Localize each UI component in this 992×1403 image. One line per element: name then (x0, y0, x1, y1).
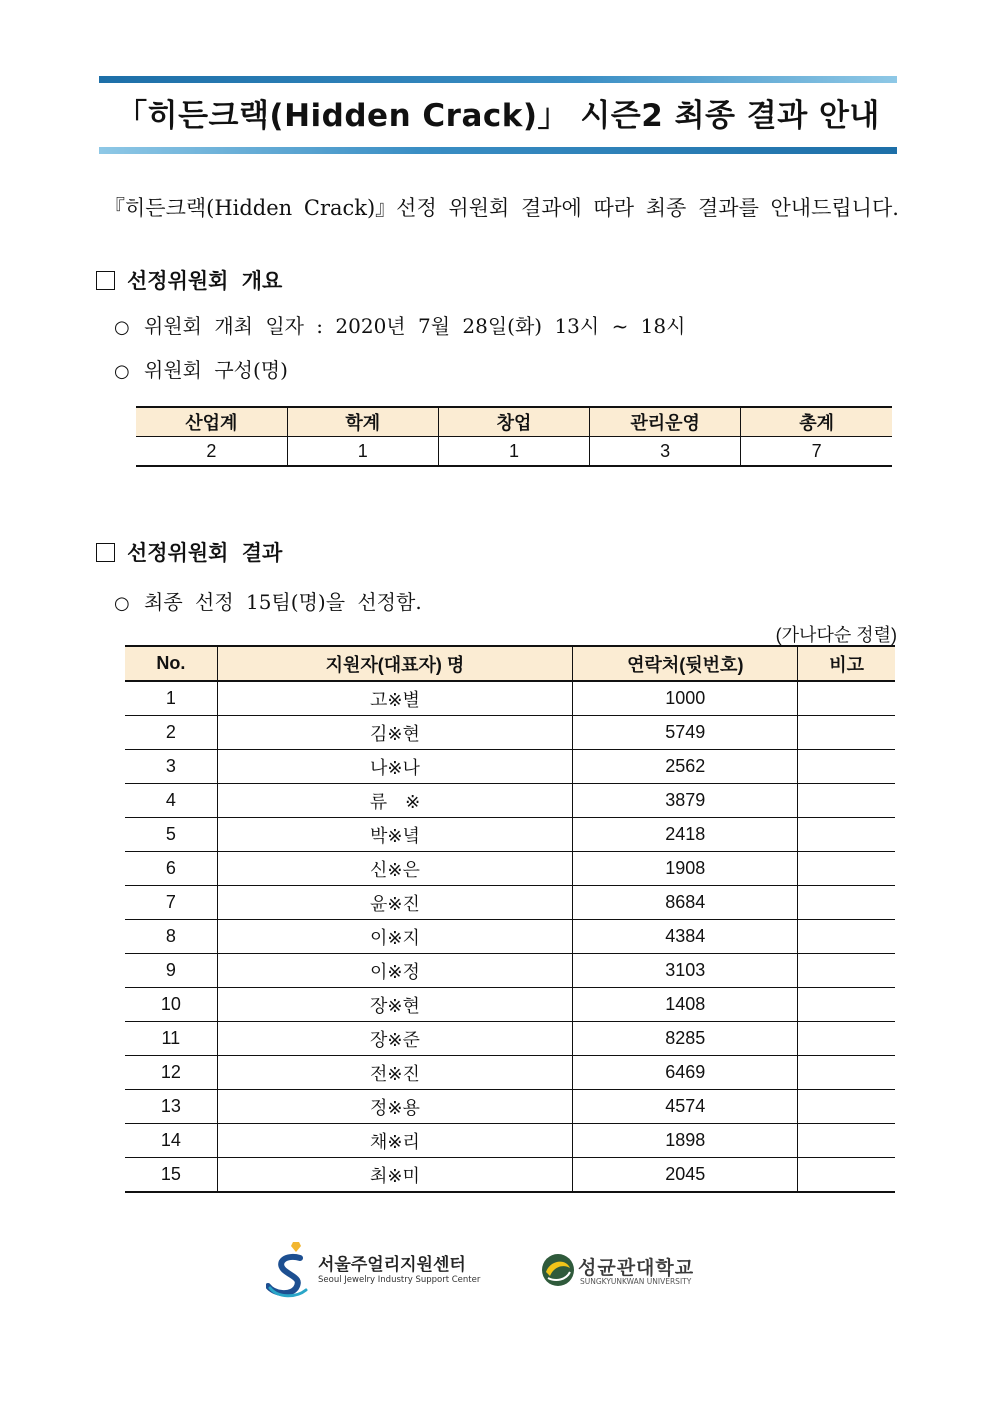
row-no: 2 (125, 716, 217, 750)
row-applicant: 나※나 (217, 750, 573, 784)
row-contact: 2562 (573, 750, 798, 784)
row-remarks (798, 1056, 895, 1090)
result-table-row (125, 1158, 895, 1193)
row-applicant: 채※리 (217, 1124, 573, 1158)
row-no: 5 (125, 818, 217, 852)
row-applicant: 고※별 (217, 681, 573, 716)
row-remarks (798, 750, 895, 784)
header-no: No. (125, 646, 217, 681)
row-contact: 8684 (573, 886, 798, 920)
row-remarks (798, 716, 895, 750)
page-title: 「히든크랙(Hidden Crack)」 시즌2 최종 결과 안내 (116, 98, 880, 134)
result-table (125, 645, 895, 1193)
title-bottom-bar (99, 147, 897, 154)
row-remarks (798, 784, 895, 818)
header-remarks: 비고 (798, 646, 895, 681)
row-applicant: 장※준 (217, 1022, 573, 1056)
row-remarks (798, 818, 895, 852)
value-management: 3 (590, 437, 741, 467)
result-table-row (125, 716, 895, 750)
result-table-row (125, 750, 895, 784)
row-applicant: 신※은 (217, 852, 573, 886)
row-applicant: 류 ※ (217, 784, 573, 818)
committee-table-values (136, 437, 892, 467)
meeting-date-text: 위원회 개최 일자 : 2020년 7월 28일(화) 13시 ~ 18시 (144, 314, 686, 338)
seoul-jewelry-logo (266, 1240, 481, 1300)
square-bullet-icon (96, 543, 115, 562)
row-applicant: 박※녘 (217, 818, 573, 852)
result-table-row (125, 954, 895, 988)
row-no: 7 (125, 886, 217, 920)
row-remarks (798, 988, 895, 1022)
section-overview-heading (96, 266, 282, 296)
bullet-meeting-date (114, 311, 685, 343)
row-contact: 1000 (573, 681, 798, 716)
skku-name: 성균관대학교 (578, 1257, 695, 1279)
bullet-committee-composition (114, 355, 288, 387)
row-contact: 3879 (573, 784, 798, 818)
row-no: 4 (125, 784, 217, 818)
row-remarks (798, 681, 895, 716)
row-applicant: 윤※진 (217, 886, 573, 920)
row-remarks (798, 852, 895, 886)
row-applicant: 김※현 (217, 716, 573, 750)
result-table-row (125, 818, 895, 852)
committee-composition-text: 위원회 구성(명) (144, 358, 288, 382)
row-no: 3 (125, 750, 217, 784)
row-remarks (798, 1022, 895, 1056)
bullet-final-selection (114, 587, 422, 619)
header-startup: 창업 (438, 407, 589, 437)
header-contact: 연락처(뒷번호) (573, 646, 798, 681)
section-result-title: 선정위원회 결과 (127, 540, 283, 565)
row-applicant: 정※용 (217, 1090, 573, 1124)
circle-bullet-icon: ○ (114, 593, 130, 614)
result-table-header (125, 646, 895, 681)
final-selection-text: 최종 선정 15팀(명)을 선정함. (144, 590, 422, 614)
result-table-row (125, 681, 895, 716)
row-contact: 1408 (573, 988, 798, 1022)
committee-table-header (136, 407, 892, 437)
row-applicant: 전※진 (217, 1056, 573, 1090)
row-remarks (798, 1090, 895, 1124)
row-applicant: 최※미 (217, 1158, 573, 1193)
seoul-jewelry-name: 서울주얼리지원센터 (318, 1255, 466, 1275)
skku-logo (540, 1250, 720, 1290)
row-contact: 1898 (573, 1124, 798, 1158)
row-contact: 1908 (573, 852, 798, 886)
seoul-jewelry-sub: Seoul Jewelry Industry Support Center (318, 1275, 481, 1285)
row-contact: 4384 (573, 920, 798, 954)
row-remarks (798, 1124, 895, 1158)
seoul-jewelry-emblem-icon (266, 1240, 316, 1300)
row-remarks (798, 920, 895, 954)
row-contact: 6469 (573, 1056, 798, 1090)
value-industry: 2 (136, 437, 287, 467)
result-table-row (125, 1124, 895, 1158)
intro-text: 『히든크랙(Hidden Crack)』선정 위원회 결과에 따라 최종 결과를 안내드립니다. (104, 196, 899, 220)
row-applicant: 장※현 (217, 988, 573, 1022)
row-no: 13 (125, 1090, 217, 1124)
result-table-row (125, 920, 895, 954)
result-table-row (125, 1022, 895, 1056)
square-bullet-icon (96, 271, 115, 290)
row-contact: 3103 (573, 954, 798, 988)
committee-table (136, 406, 892, 467)
row-contact: 4574 (573, 1090, 798, 1124)
row-no: 8 (125, 920, 217, 954)
section-overview-title: 선정위원회 개요 (127, 268, 283, 293)
row-contact: 8285 (573, 1022, 798, 1056)
result-table-row (125, 988, 895, 1022)
value-startup: 1 (438, 437, 589, 467)
row-applicant: 이※정 (217, 954, 573, 988)
row-no: 14 (125, 1124, 217, 1158)
row-no: 10 (125, 988, 217, 1022)
row-no: 15 (125, 1158, 217, 1193)
circle-bullet-icon: ○ (114, 317, 130, 338)
title-top-bar (99, 76, 897, 83)
value-academia: 1 (287, 437, 438, 467)
row-no: 11 (125, 1022, 217, 1056)
header-management: 관리운영 (590, 407, 741, 437)
row-contact: 2418 (573, 818, 798, 852)
header-applicant: 지원자(대표자) 명 (217, 646, 573, 681)
result-table-row (125, 1090, 895, 1124)
result-table-row (125, 886, 895, 920)
section-result-heading (96, 538, 282, 568)
row-no: 6 (125, 852, 217, 886)
row-no: 9 (125, 954, 217, 988)
value-total: 7 (741, 437, 892, 467)
row-remarks (798, 886, 895, 920)
row-no: 1 (125, 681, 217, 716)
row-contact: 5749 (573, 716, 798, 750)
skku-emblem-icon (540, 1252, 576, 1288)
row-remarks (798, 1158, 895, 1193)
row-contact: 2045 (573, 1158, 798, 1193)
row-applicant: 이※지 (217, 920, 573, 954)
header-total: 총계 (741, 407, 892, 437)
row-remarks (798, 954, 895, 988)
sort-note: (가나다순 정렬) (775, 625, 897, 645)
row-no: 12 (125, 1056, 217, 1090)
result-table-row (125, 852, 895, 886)
result-table-row (125, 784, 895, 818)
header-industry: 산업계 (136, 407, 287, 437)
circle-bullet-icon: ○ (114, 361, 130, 382)
result-table-row (125, 1056, 895, 1090)
skku-sub: SUNGKYUNKWAN UNIVERSITY (580, 1277, 692, 1286)
header-academia: 학계 (287, 407, 438, 437)
